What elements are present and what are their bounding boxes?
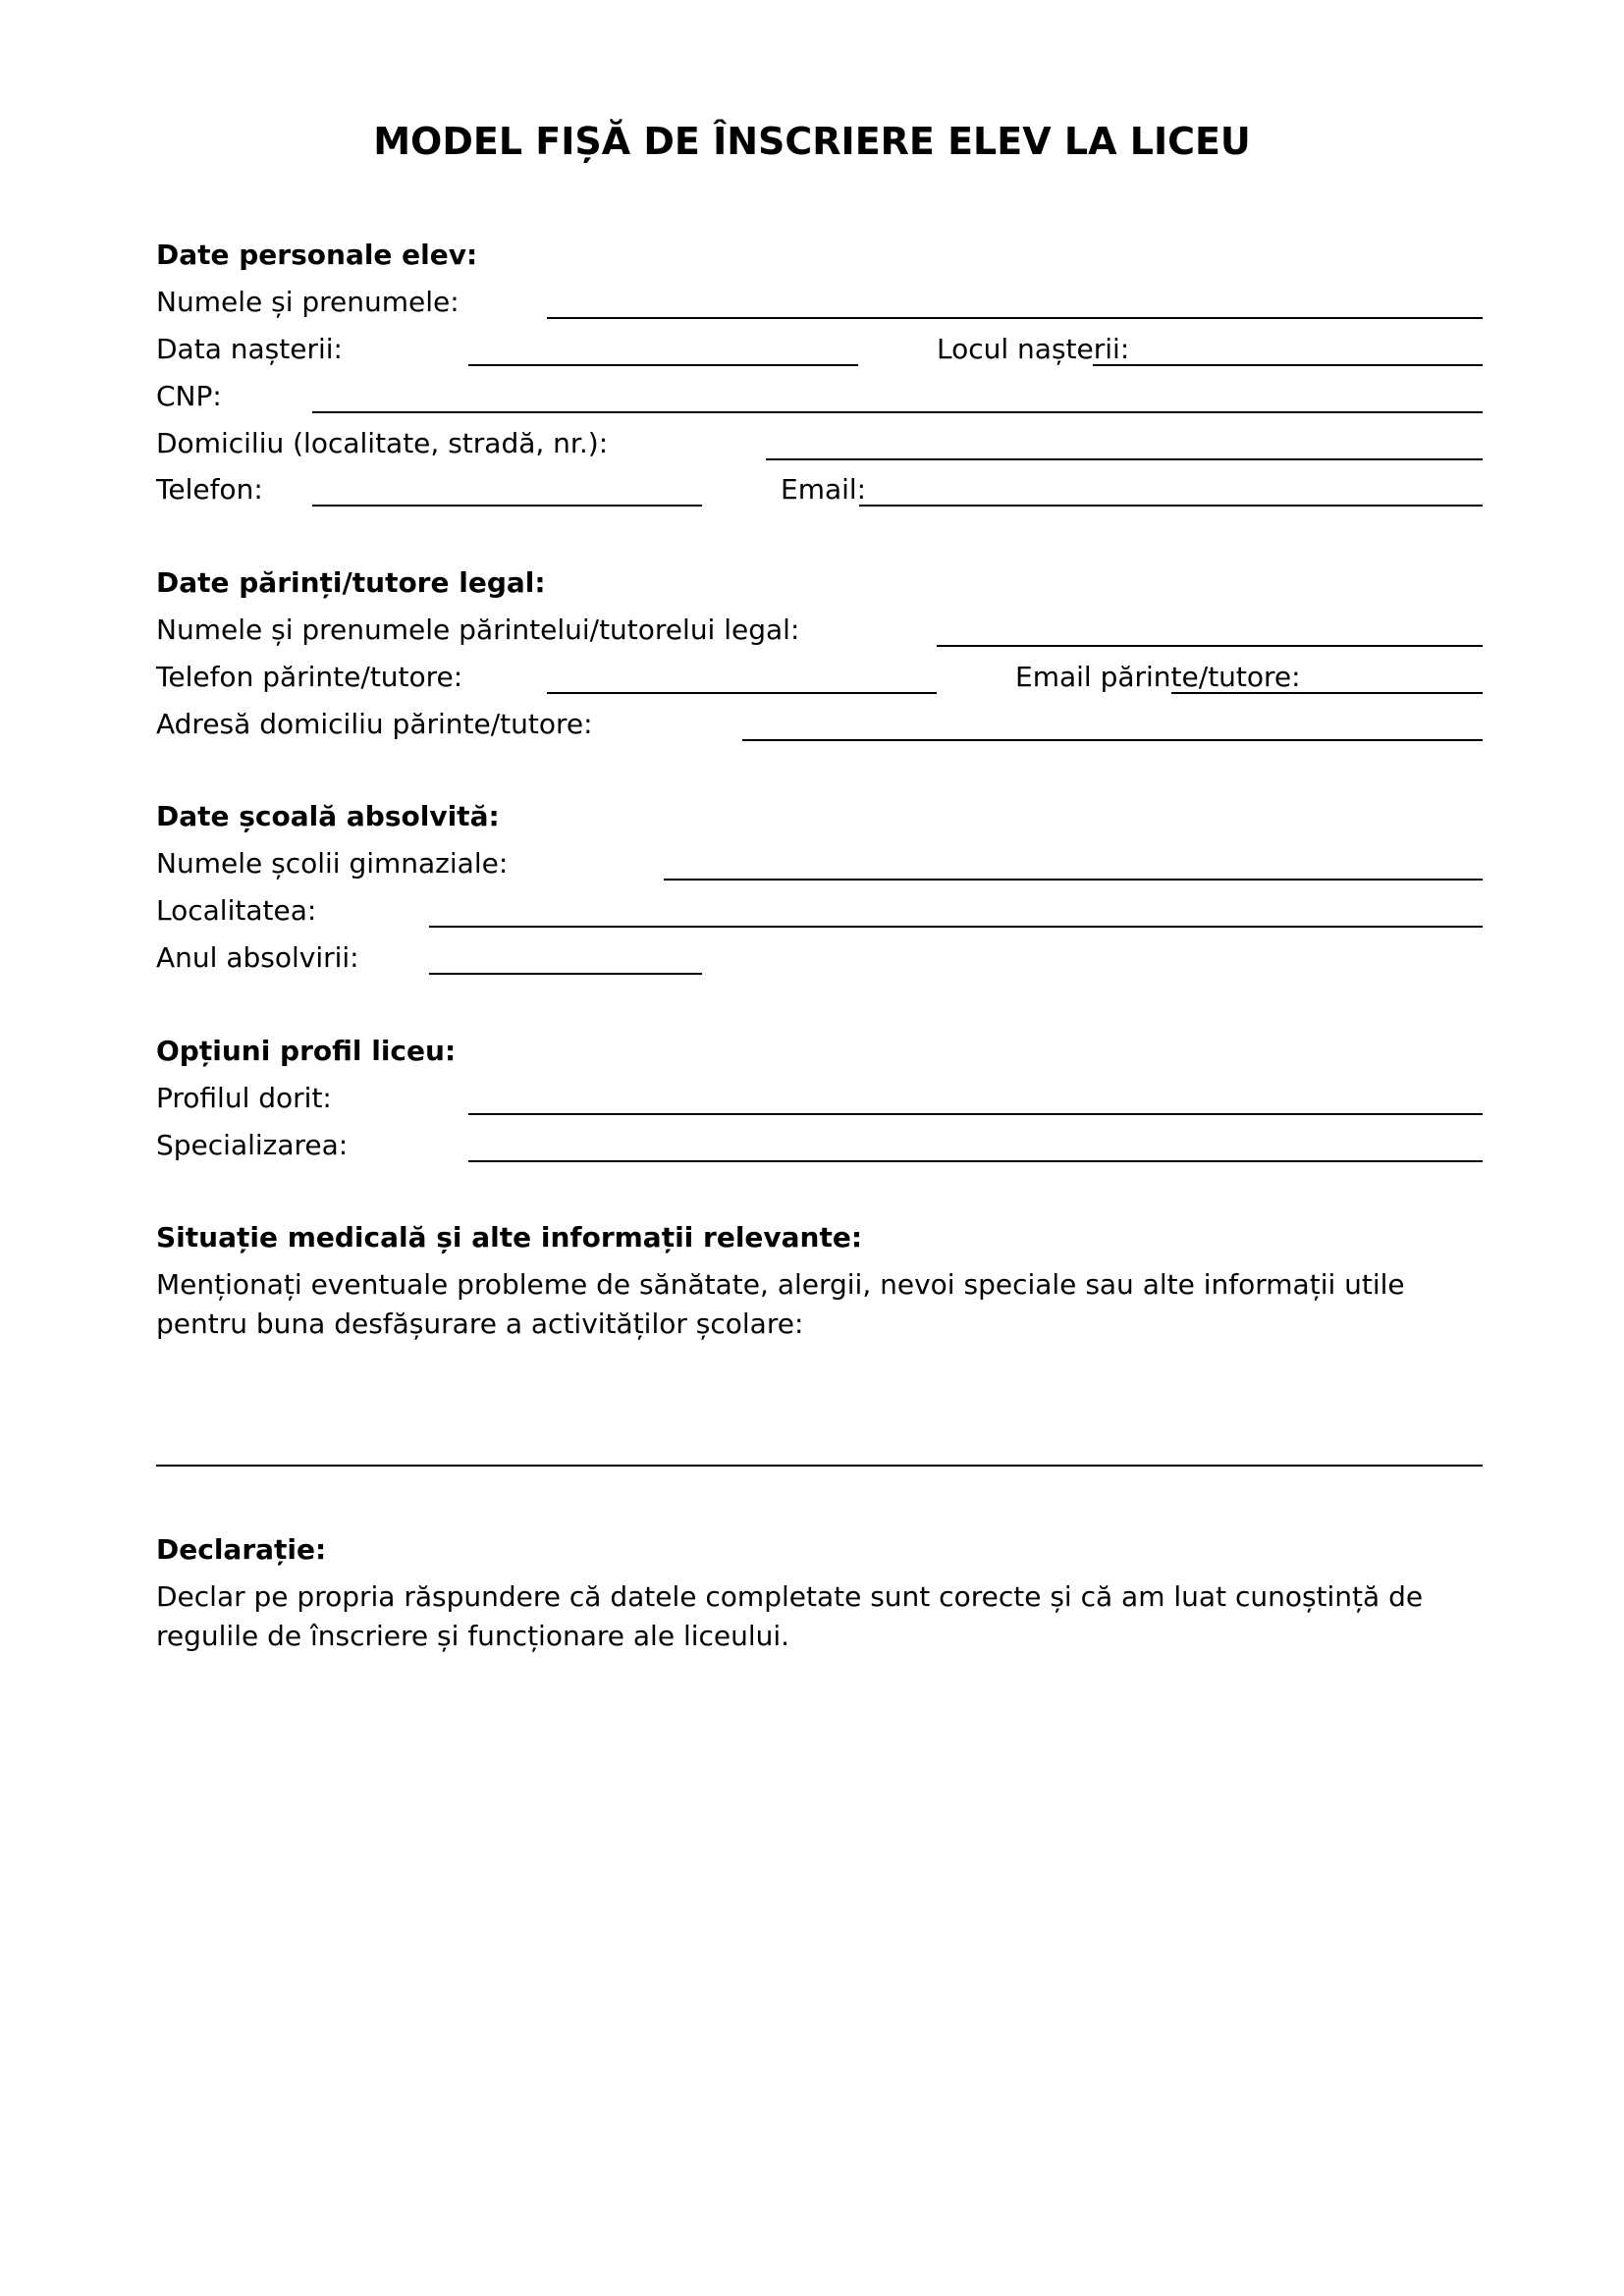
address-label: Domiciliu (localitate, stradă, nr.):: [156, 427, 609, 459]
student-name-field[interactable]: [547, 317, 1483, 319]
profile-label: Profilul dorit:: [156, 1082, 332, 1114]
cnp-label: CNP:: [156, 380, 222, 412]
section-heading-medical: Situație medicală și alte informații relevante:: [156, 1221, 863, 1254]
phone-field[interactable]: [312, 505, 702, 507]
section-heading-parents: Date părinți/tutore legal:: [156, 566, 546, 599]
cnp-field[interactable]: [312, 411, 1483, 413]
parent-address-field[interactable]: [742, 739, 1483, 741]
birth-place-field[interactable]: [1093, 364, 1483, 366]
school-name-field[interactable]: [664, 879, 1483, 881]
phone-label: Telefon:: [156, 473, 263, 506]
section-heading-options: Opțiuni profil liceu:: [156, 1035, 457, 1067]
school-locality-label: Localitatea:: [156, 894, 317, 927]
parent-email-label: Email părinte/tutore:: [1015, 661, 1301, 693]
email-field[interactable]: [859, 505, 1483, 507]
medical-info-field[interactable]: [156, 1465, 1483, 1467]
school-name-label: Numele școlii gimnaziale:: [156, 847, 509, 880]
student-name-label: Numele și prenumele:: [156, 286, 460, 318]
specialization-field[interactable]: [468, 1160, 1483, 1162]
school-locality-field[interactable]: [429, 926, 1483, 928]
graduation-year-field[interactable]: [429, 973, 702, 975]
medical-instructions: Menționați eventuale probleme de sănătate, alergii, nevoi speciale sau alte informații utile pentru buna desfășurare a activităților școlare:: [156, 1268, 1405, 1340]
parent-address-label: Adresă domiciliu părinte/tutore:: [156, 708, 593, 740]
specialization-label: Specializarea:: [156, 1129, 349, 1161]
parent-name-field[interactable]: [937, 645, 1483, 647]
section-heading-school: Date școală absolvită:: [156, 800, 500, 832]
section-heading-declaration: Declarație:: [156, 1533, 327, 1566]
page-title: MODEL FIȘĂ DE ÎNSCRIERE ELEV LA LICEU: [373, 120, 1251, 163]
parent-phone-field[interactable]: [547, 692, 937, 694]
birth-date-label: Data nașterii:: [156, 333, 343, 365]
email-label: Email:: [781, 473, 867, 506]
declaration-text: Declar pe propria răspundere că datele completate sunt corecte și că am luat cunoștință de regulile de înscriere și funcționare ale liceului.: [156, 1580, 1424, 1652]
birth-date-field[interactable]: [468, 364, 858, 366]
profile-field[interactable]: [468, 1113, 1483, 1115]
section-heading-personal: Date personale elev:: [156, 239, 478, 271]
parent-phone-label: Telefon părinte/tutore:: [156, 661, 463, 693]
parent-name-label: Numele și prenumele părintelui/tutorelui legal:: [156, 614, 800, 646]
parent-email-field[interactable]: [1171, 692, 1483, 694]
graduation-year-label: Anul absolvirii:: [156, 941, 359, 974]
address-field[interactable]: [766, 458, 1483, 460]
birth-place-label: Locul nașterii:: [937, 333, 1130, 365]
